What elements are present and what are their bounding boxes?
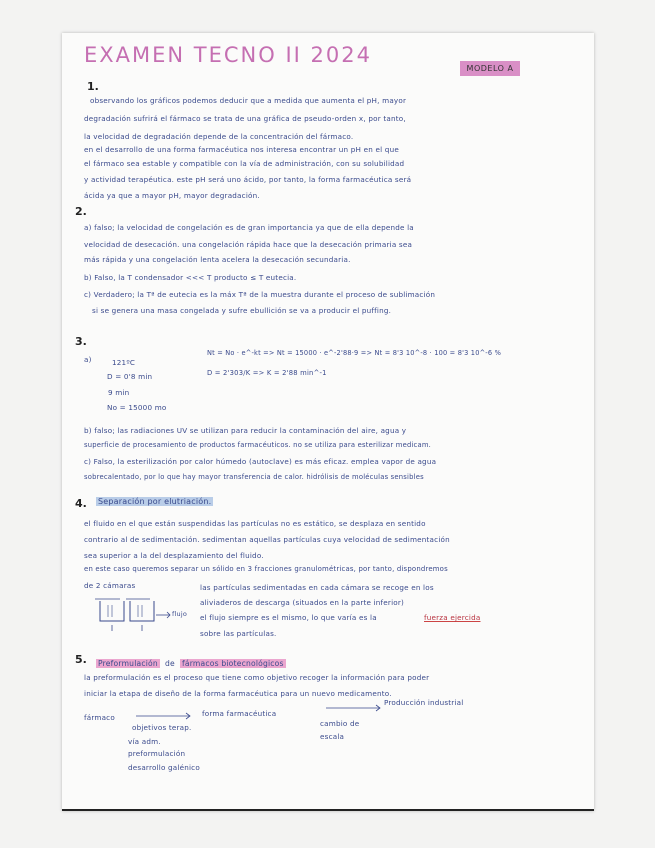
question-2-number: 2. (75, 205, 87, 218)
q3-a-label: a) (84, 355, 92, 364)
q2-line: si se genera una masa congelada y sufre ebullición se va a producir el puffing. (92, 306, 392, 315)
q1-line: y actividad terapéutica. este pH será uno ácido, por tanto, la forma farmacéutica será (84, 175, 412, 184)
diagram-produccion: Producción industrial (384, 698, 464, 707)
arrow-icon (324, 703, 384, 713)
question-3-number: 3. (75, 335, 87, 348)
exam-sheet (62, 33, 594, 811)
q5-line: iniciar la etapa de diseño de la forma farmacéutica para un nuevo medicamento. (84, 689, 392, 698)
q4-line: contrario al de sedimentación. sedimentan aquellas partículas cuya velocidad de sedimentación (84, 535, 450, 544)
q1-line: la velocidad de degradación depende de la concentración del fármaco. (84, 132, 354, 141)
q4-line: de 2 cámaras (84, 581, 136, 590)
diagram-farmaco: fármaco (84, 713, 115, 722)
question-5-heading (96, 651, 286, 670)
q5-line: la preformulación es el proceso que tiene como objetivo recoger la información para poder (84, 673, 430, 682)
q1-line: degradación sufrirá el fármaco se trata de una gráfica de pseudo-orden x, por tanto, (84, 114, 406, 123)
flujo-label: flujo (172, 610, 187, 618)
question-5-number: 5. (75, 653, 87, 666)
q3-a-data: D = 0'8 min (107, 372, 153, 381)
q1-line: el fármaco sea estable y compatible con la vía de administración, con su solubilidad (84, 159, 405, 168)
q2-line: más rápida y una congelación lenta acelera la desecación secundaria. (84, 255, 351, 264)
q4-side-line: las partículas sedimentadas en cada cámara se recoge en los (200, 583, 434, 592)
diagram-list-item: desarrollo galénico (128, 763, 200, 772)
q3-a-data: 9 min (108, 388, 130, 397)
page-title: EXAMEN TECNO II 2024 (84, 43, 372, 67)
q4-side-line: el flujo siempre es el mismo, lo que varía es la (200, 613, 377, 622)
q3-a-data: 121ºC (112, 358, 136, 367)
q1-line: observando los gráficos podemos deducir que a medida que aumenta el pH, mayor (90, 96, 407, 105)
modelo-badge: MODELO A (460, 61, 520, 76)
q3-c-line: c) Falso, la esterilización por calor húmedo (autoclave) es más eficaz. emplea vapor de agua (84, 457, 437, 466)
q4-line: en este caso queremos separar un sólido en 3 fracciones granulométricas, por tanto, dispondremos (84, 565, 448, 573)
diagram-list-item: vía adm. (128, 737, 161, 746)
q3-b-line: b) falso; las radiaciones UV se utilizan para reducir la contaminación del aire, agua y (84, 426, 407, 435)
question-1-number: 1. (87, 80, 99, 93)
q4-heading: Separación por elutriación. (98, 497, 212, 506)
q3-a-data: No = 15000 mo (107, 403, 167, 412)
q2-line: velocidad de desecación. una congelación rápida hace que la desecación primaria sea (84, 240, 413, 249)
diagram-list-item: objetivos terap. (132, 723, 192, 732)
q3-b-line: superficie de procesamiento de productos farmacéuticos. no se utiliza para esterilizar medicam. (84, 441, 432, 449)
q3-formula-k: D = 2'303/K => K = 2'88 min^-1 (207, 369, 327, 377)
q4-line: sea superior a la del desplazamiento del fluido. (84, 551, 264, 560)
diagram-cambio: cambio de escala (320, 719, 360, 741)
q1-line: ácida ya que a mayor pH, mayor degradación. (84, 191, 260, 200)
q2-line: b) Falso, la T condensador <<< T producto ≤ T eutecia. (84, 273, 297, 282)
diagram-forma: forma farmacéutica (202, 709, 277, 718)
q5-heading-b: de (165, 659, 175, 668)
q4-side-line: sobre las partículas. (200, 629, 277, 638)
q5-heading-a: Preformulación (98, 659, 158, 668)
diagram-list-item: preformulación (128, 749, 186, 758)
q4-highlight: fuerza ejercida (424, 613, 481, 622)
question-4-number: 4. (75, 497, 87, 510)
q5-heading-c: fármacos biotecnológicos (182, 659, 284, 668)
q1-line: en el desarrollo de una forma farmacéutica nos interesa encontrar un pH en el que (84, 145, 399, 154)
q4-line: el fluido en el que están suspendidas las partículas no es estático, se desplaza en sentido (84, 519, 426, 528)
q3-c-line: sobrecalentado, por lo que hay mayor transferencia de calor. hidrólisis de moléculas sensibles (84, 473, 424, 481)
arrow-icon (134, 711, 194, 721)
q4-side-line: aliviaderos de descarga (situados en la parte inferior) (200, 598, 405, 607)
q2-line: a) falso; la velocidad de congelación es de gran importancia ya que de ella depende la (84, 223, 414, 232)
q2-line: c) Verdadero; la Tª de eutecia es la máx Tª de la muestra durante el proceso de sublimación (84, 290, 436, 299)
q3-formula-nt: Nt = No · e^-kt => Nt = 15000 · e^-2'88·9 => Nt = 8'3 10^-8 · 100 = 8'3 10^-6 % (207, 349, 502, 357)
